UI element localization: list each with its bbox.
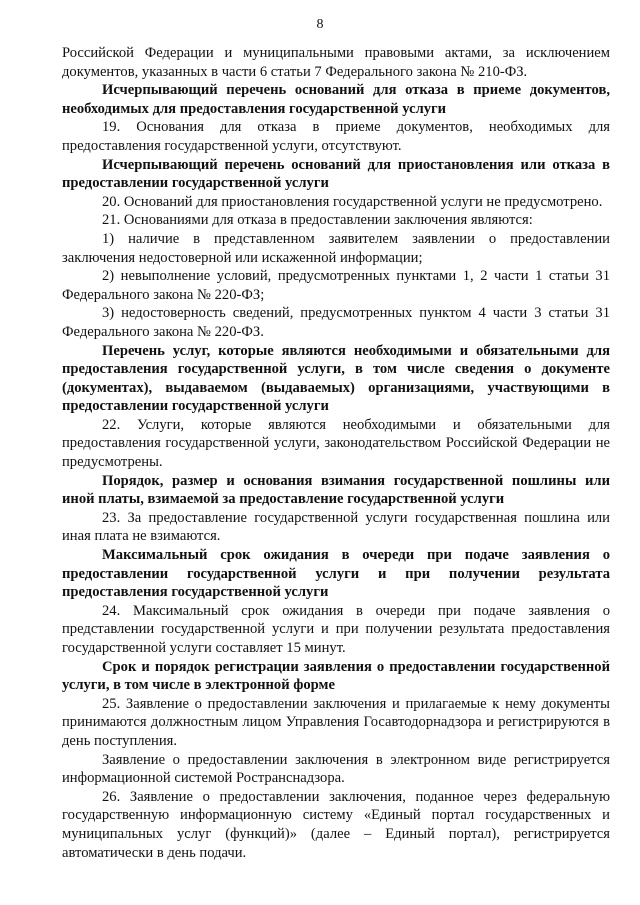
body-paragraph: 1) наличие в представленном заявителем заявлении о предоставлении заключения недостоверной или искаженной информации; <box>62 230 610 266</box>
body-paragraph: 24. Максимальный срок ожидания в очереди при подаче заявления о представлении государственной услуги и при получении результата предоставления государственной услуги составляет 15 минут. <box>62 602 610 656</box>
body-paragraph: Заявление о предоставлении заключения в электронном виде регистрируется информационной системой Ространснадзора. <box>62 751 610 787</box>
section-heading: Исчерпывающий перечень оснований для отказа в приеме документов, необходимых для предоставления государственной услуги <box>62 82 610 117</box>
body-paragraph: Российской Федерации и муниципальными правовыми актами, за исключением документов, указанных в части 6 статьи 7 Федерального закона № 210-ФЗ. <box>62 45 610 80</box>
section-heading: Максимальный срок ожидания в очереди при подаче заявления о предоставлении государственной услуги и при получении результата предоставления государственной услуги <box>62 547 610 601</box>
section-heading: Срок и порядок регистрации заявления о предоставлении государственной услуги, в том числе в электронной форме <box>62 658 610 694</box>
page-number: 8 <box>316 17 324 32</box>
body-paragraph: 3) недостоверность сведений, предусмотренных пунктом 4 части 3 статьи 31 Федерального закона № 220-ФЗ. <box>62 305 610 340</box>
section-heading: Перечень услуг, которые являются необходимыми и обязательными для предоставления государственной услуги, в том числе сведения о документе (документах), выдаваемом (выдаваемых) организациями, участвующими в предоставлении государственной услуги <box>62 342 610 415</box>
body-paragraph: 26. Заявление о предоставлении заключения, поданное через федеральную государственную информационную систему «Единый портал государственных и муниципальных услуг (функций)» (далее – Единый портал), регистрируется автоматически в день подачи. <box>62 788 610 861</box>
section-heading: Порядок, размер и основания взимания государственной пошлины или иной платы, взимаемой за предоставление государственной услуги <box>62 472 610 508</box>
body-paragraph: 21. Основаниями для отказа в предоставлении заключения являются: <box>102 212 533 229</box>
body-paragraph: 22. Услуги, которые являются необходимыми и обязательными для предоставления государственной услуги, законодательством Российской Федерации не предусмотрены. <box>62 416 610 471</box>
body-paragraph: 2) невыполнение условий, предусмотренных пунктами 1, 2 части 1 статьи 31 Федерального закона № 220-ФЗ; <box>62 268 610 303</box>
body-paragraph: 23. За предоставление государственной услуги государственная пошлина или иная плата не взимаются. <box>62 509 610 545</box>
document-body <box>62 44 610 862</box>
body-paragraph: 19. Основания для отказа в приеме документов, необходимых для предоставления государственной услуги, отсутствуют. <box>62 119 610 154</box>
body-paragraph: 20. Оснований для приостановления государственной услуги не предусмотрено. <box>102 193 603 210</box>
body-paragraph: 25. Заявление о предоставлении заключения и прилагаемые к нему документы принимаются должностным лицом Управления Госавтодорнадзора и регистрируются в день поступления. <box>62 695 610 749</box>
section-heading: Исчерпывающий перечень оснований для приостановления или отказа в предоставлении государственной услуги <box>62 156 610 192</box>
